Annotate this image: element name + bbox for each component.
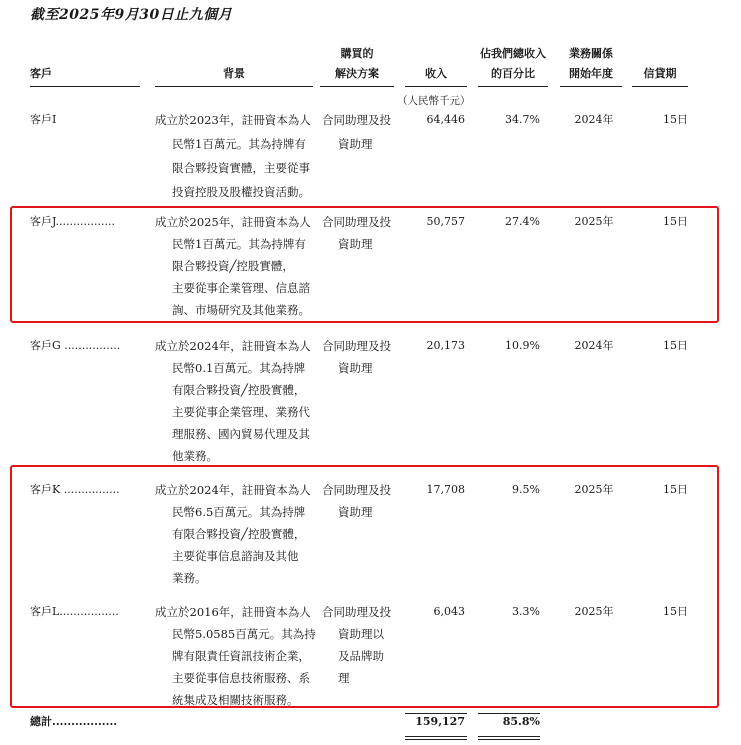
client-solution-line: 及品牌助 (338, 649, 384, 663)
header-start-year-line1: 業務關係 (569, 47, 613, 60)
client-credit-term: 15日 (663, 483, 688, 496)
client-background-line: 成立於2024年，註冊資本為人 (155, 483, 311, 497)
table-heading: 截至2025年9月30日止九個月 (30, 7, 233, 23)
client-solution-line: 合同助理及投 (322, 215, 391, 229)
header-rule-credit (632, 86, 688, 87)
client-solution-line: 理 (338, 671, 350, 685)
client-background-line: 限合夥投資實體，主要從事 (172, 161, 310, 175)
header-pct-line1: 佔我們總收入 (480, 47, 546, 60)
client-background-line: 他業務。 (172, 449, 218, 463)
header-solution-line2: 解決方案 (335, 67, 379, 80)
total-revenue-bottom-rule (405, 736, 467, 737)
client-background-line: 民幣0.1百萬元。其為持牌 (172, 361, 306, 375)
client-background-line: 業務。 (172, 571, 207, 585)
client-background-line: 主要從事企業管理、業務代 (172, 405, 310, 419)
client-name: 客戶J................. (30, 215, 115, 228)
client-solution-line: 資助理 (338, 237, 373, 251)
client-background-line: 牌有限責任資訊技術企業， (172, 649, 310, 663)
client-background-line: 主要從事信息諮詢及其他 (172, 549, 299, 563)
client-solution-line: 資助理 (338, 505, 373, 519)
header-pct-line2: 的百分比 (491, 67, 535, 80)
total-revenue-bottom-rule-2 (405, 739, 467, 740)
header-solution-line1: 購買的 (340, 47, 374, 60)
client-name: 客戶G ................ (30, 339, 121, 352)
total-revenue: 159,127 (415, 715, 465, 728)
total-pct-bottom-rule-2 (478, 739, 540, 740)
client-solution-line: 資助理以 (338, 627, 384, 641)
client-solution-line: 合同助理及投 (322, 605, 391, 619)
client-credit-term: 15日 (663, 215, 688, 228)
client-background-line: 民幣5.0585百萬元。其為持 (172, 627, 316, 641)
client-background-line: 理服務、國內貿易代理及其 (172, 427, 310, 441)
client-revenue-pct: 27.4% (505, 215, 540, 228)
client-name: 客戶I (30, 113, 57, 126)
header-rule-solution (320, 86, 394, 87)
client-credit-term: 15日 (663, 113, 688, 126)
client-name: 客戶L................. (30, 605, 119, 618)
header-rule-start-year (560, 86, 622, 87)
client-background-line: 有限合夥投資╱控股實體， (172, 383, 306, 397)
client-background-line: 成立於2023年，註冊資本為人 (155, 113, 311, 127)
client-revenue: 6,043 (433, 605, 465, 618)
client-revenue: 50,757 (426, 215, 465, 228)
total-label: 總計................. (30, 715, 118, 728)
client-solution-line: 合同助理及投 (322, 113, 391, 127)
client-name: 客戶K ................ (30, 483, 120, 496)
client-solution-line: 資助理 (338, 137, 373, 151)
client-start-year: 2025年 (574, 605, 614, 618)
client-start-year: 2024年 (574, 113, 614, 126)
client-start-year: 2025年 (574, 483, 614, 496)
header-rule-revenue (405, 86, 467, 87)
header-rule-pct (478, 86, 548, 87)
client-start-year: 2024年 (574, 339, 614, 352)
client-background-line: 主要從事企業管理、信息諮 (172, 281, 310, 295)
header-rule-client (30, 86, 140, 87)
client-revenue: 17,708 (426, 483, 465, 496)
client-background-line: 成立於2025年，註冊資本為人 (155, 215, 311, 229)
header-rule-background (155, 86, 313, 87)
header-client: 客戶 (30, 67, 52, 80)
client-solution-line: 合同助理及投 (322, 339, 391, 353)
client-background-line: 民幣1百萬元。其為持牌有 (172, 237, 306, 251)
client-background-line: 投資控股及股權投資活動。 (172, 185, 310, 199)
client-background-line: 成立於2016年，註冊資本為人 (155, 605, 311, 619)
client-start-year: 2025年 (574, 215, 614, 228)
unit-label: （人民幣千元） (397, 95, 471, 107)
client-background-line: 成立於2024年，註冊資本為人 (155, 339, 311, 353)
client-revenue: 20,173 (426, 339, 465, 352)
header-start-year-line2: 開始年度 (569, 67, 613, 80)
client-background-line: 主要從事信息技術服務、系 (172, 671, 310, 685)
total-revenue-pct: 85.8% (502, 715, 540, 728)
client-background-line: 詢、市場研究及其他業務。 (172, 303, 310, 317)
header-revenue: 收入 (425, 67, 447, 80)
client-solution-line: 資助理 (338, 361, 373, 375)
client-credit-term: 15日 (663, 605, 688, 618)
client-revenue-pct: 10.9% (505, 339, 540, 352)
client-revenue-pct: 3.3% (512, 605, 540, 618)
client-background-line: 民幣6.5百萬元。其為持牌 (172, 505, 306, 519)
client-background-line: 有限合夥投資╱控股實體， (172, 527, 306, 541)
client-credit-term: 15日 (663, 339, 688, 352)
client-solution-line: 合同助理及投 (322, 483, 391, 497)
client-revenue-pct: 34.7% (505, 113, 540, 126)
total-pct-bottom-rule (478, 736, 540, 737)
header-credit: 信貸期 (643, 67, 677, 80)
client-revenue: 64,446 (426, 113, 465, 126)
client-revenue-pct: 9.5% (512, 483, 540, 496)
client-background-line: 限合夥投資╱控股實體， (172, 259, 294, 273)
header-background: 背景 (223, 67, 245, 80)
client-background-line: 統集成及相關技術服務。 (172, 693, 299, 707)
client-background-line: 民幣1百萬元。其為持牌有 (172, 137, 306, 151)
